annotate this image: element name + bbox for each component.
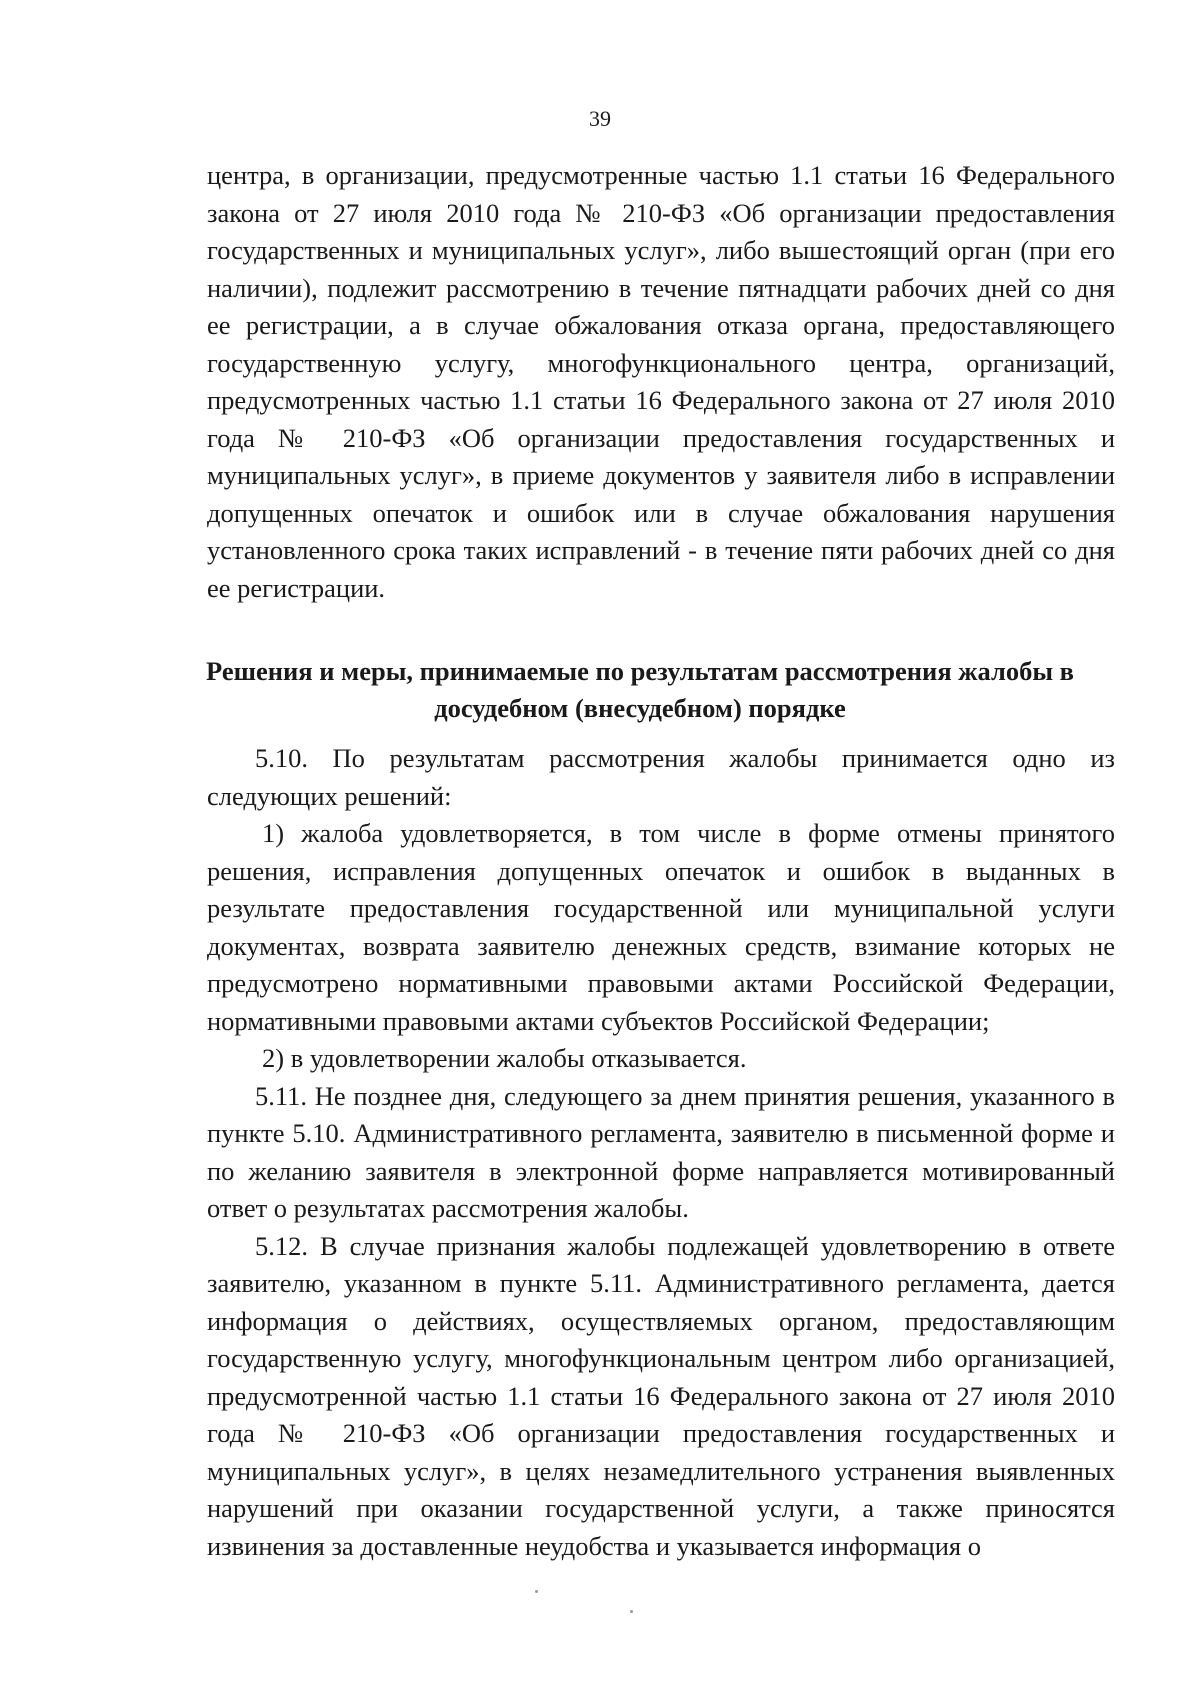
- clause-5-10: 5.10. По результатам рассмотрения жалобы принимается одно из следующих решений:: [207, 743, 1115, 811]
- section-heading: Решения и меры, принимаемые по результатам рассмотрения жалобы в досудебном (внесудебном) порядке: [206, 656, 1074, 723]
- intro-paragraph: центра, в организации, предусмотренные частью 1.1 статьи 16 Федерального закона от 27 июля 2010 года № 210-ФЗ «Об организации предоставления государственных и муниципальных услуг», либо вышестоящий орган (при его наличии), подлежит рассмотрению в течение пятнадцати рабочих дней со дня ее регистрации, а в случае обжалования отказа органа, предоставляющего государственную услугу, многофункционального центра, организаций, предусмотренных частью 1.1 статьи 16 Федерального закона от 27 июля 2010 года № 210-ФЗ «Об организации предоставления государственных и муниципальных услуг», в приеме документов у заявителя либо в исправлении допущенных опечаток и ошибок или в случае обжалования нарушения установленного срока таких исправлений - в течение пяти рабочих дней со дня ее регистрации.: [207, 160, 1115, 603]
- clause-5-11: 5.11. Не позднее дня, следующего за днем принятия решения, указанного в пункте 5.10. Административного регламента, заявителю в письменной форме и по желанию заявителя в электронной форме направляется мотивированный ответ о результатах рассмотрения жалобы.: [207, 1080, 1115, 1223]
- page-number: 39: [589, 106, 611, 131]
- clause-5-12: 5.12. В случае признания жалобы подлежащей удовлетворению в ответе заявителю, указанном в пункте 5.11. Административного регламента, дается информация о действиях, осуществляемых органом, предоставляющим государственную услугу, многофункциональным центром либо организацией, предусмотренной частью 1.1 статьи 16 Федерального закона от 27 июля 2010 года № 210-ФЗ «Об организации предоставления государственных и муниципальных услуг», в целях незамедлительного устранения выявленных нарушений при оказании государственной услуги, а также приносятся извинения за доставленные неудобства и указывается информация о: [207, 1230, 1115, 1561]
- scan-speck: [630, 1610, 633, 1613]
- main-text-block: [207, 740, 1115, 1565]
- clause-5-10-item-2: 2) в удовлетворении жалобы отказывается.: [262, 1043, 747, 1073]
- clause-5-10-item-1: 1) жалоба удовлетворяется, в том числе в форме отмены принятого решения, исправления допущенных опечаток и ошибок в выданных в результате предоставления государственной или муниципальной услуги документах, возврата заявителю денежных средств, взимание которых не предусмотрено нормативными правовыми актами Российской Федерации, нормативными правовыми актами субъектов Российской Федерации;: [207, 818, 1115, 1036]
- scan-speck: [535, 1590, 538, 1593]
- intro-text-block: [207, 157, 1115, 607]
